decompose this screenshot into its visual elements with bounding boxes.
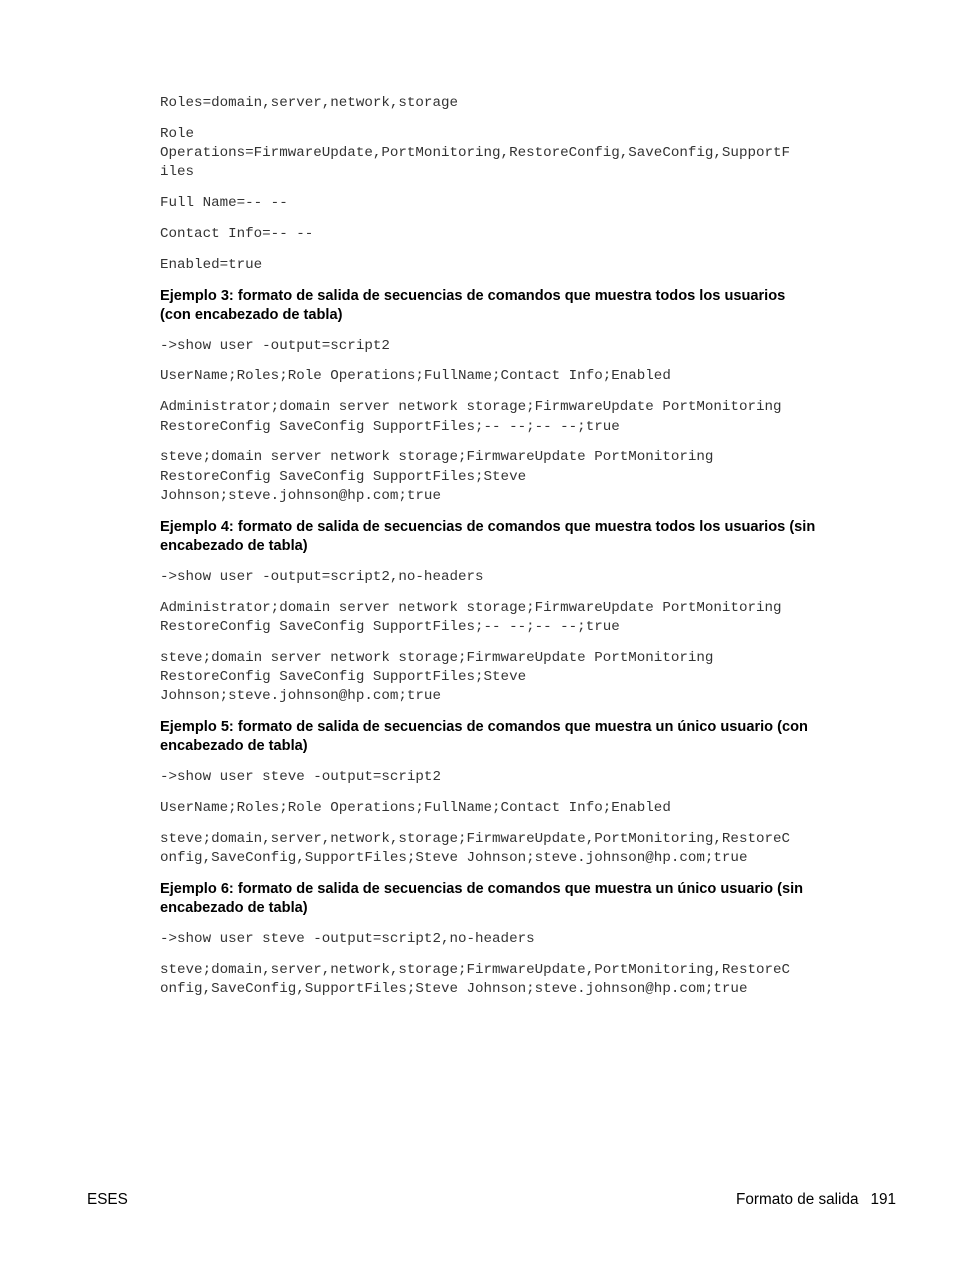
example-3-header-row: UserName;Roles;Role Operations;FullName;Contact Info;Enabled	[160, 368, 671, 385]
code-enabled: Enabled=true	[160, 256, 263, 273]
example-6-heading: Ejemplo 6: formato de salida de secuencias de comandos que muestra un único usuario (sin encabezado de tabla)	[160, 880, 804, 917]
document-body	[160, 94, 890, 1011]
example-3-row-administrator: Administrator;domain server network storage;FirmwareUpdate PortMonitoring RestoreConfig SaveConfig SupportFiles;-- --;-- --;true	[160, 399, 782, 435]
example-3-row-steve: steve;domain server network storage;FirmwareUpdate PortMonitoring RestoreConfig SaveConfig SupportFiles;Steve Johnson;steve.johnson@hp.com;true	[160, 449, 714, 504]
example-6-row-steve: steve;domain,server,network,storage;FirmwareUpdate,PortMonitoring,RestoreC onfig,SaveConfig,SupportFiles;Steve Johnson;steve.johnson@hp.com;true	[160, 961, 791, 998]
example-5-heading: Ejemplo 5: formato de salida de secuencias de comandos que muestra un único usuario (con encabezado de tabla)	[160, 719, 808, 755]
example-5-header-row: UserName;Roles;Role Operations;FullName;Contact Info;Enabled	[160, 800, 671, 817]
example-4-row-administrator: Administrator;domain server network storage;FirmwareUpdate PortMonitoring RestoreConfig SaveConfig SupportFiles;-- --;-- --;true	[160, 599, 782, 635]
code-contact-info: Contact Info=-- --	[160, 225, 314, 242]
footer-section-title: Formato de salida	[736, 1191, 859, 1208]
example-4-row-steve: steve;domain server network storage;FirmwareUpdate PortMonitoring RestoreConfig SaveConfig SupportFiles;Steve Johnson;steve.johnson@hp.com;true	[160, 649, 714, 705]
example-5-row-steve: steve;domain,server,network,storage;FirmwareUpdate,PortMonitoring,RestoreC onfig,SaveConfig,SupportFiles;Steve Johnson;steve.johnson@hp.com;true	[160, 830, 791, 867]
example-3-heading: Ejemplo 3: formato de salida de secuencias de comandos que muestra todos los usuarios (con encabezado de tabla)	[160, 287, 786, 323]
page-number: 191	[870, 1191, 896, 1208]
code-roles: Roles=domain,server,network,storage	[160, 95, 458, 111]
code-role-operations: Role Operations=FirmwareUpdate,PortMonitoring,RestoreConfig,SaveConfig,SupportF iles	[160, 125, 791, 181]
example-3-command: ->show user -output=script2	[160, 337, 390, 354]
example-5-command: ->show user steve -output=script2	[160, 769, 441, 786]
example-4-heading: Ejemplo 4: formato de salida de secuencias de comandos que muestra todos los usuarios (sin encabezado de tabla)	[160, 518, 816, 555]
footer-locale: ESES	[87, 1191, 128, 1208]
footer-page-info	[736, 1191, 896, 1209]
example-4-command: ->show user -output=script2,no-headers	[160, 568, 484, 585]
code-full-name: Full Name=-- --	[160, 195, 288, 212]
example-6-command: ->show user steve -output=script2,no-headers	[160, 931, 535, 947]
